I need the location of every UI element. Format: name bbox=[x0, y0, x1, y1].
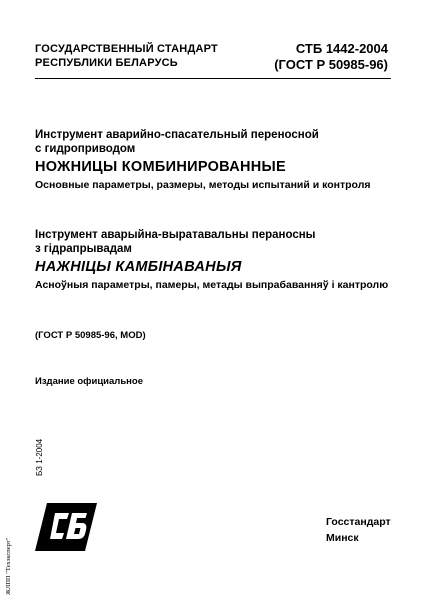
edition-label: Издание официальное bbox=[35, 376, 143, 387]
ru-title-block bbox=[35, 128, 371, 192]
by-line1: Інструмент аварыйна-выратавальны пераносны bbox=[35, 229, 316, 241]
ru-subtitle: Основные параметры, размеры, методы испытаний и контроля bbox=[35, 179, 371, 191]
margin-note: ЖЛПП "Техэксперт" bbox=[5, 537, 12, 595]
publisher-city: Минск bbox=[326, 532, 359, 544]
gosstandart-logo-icon bbox=[35, 503, 97, 551]
ru-title: НОЖНИЦЫ КОМБИНИРОВАННЫЕ bbox=[35, 159, 287, 175]
by-line2: з гідрапрывадам bbox=[35, 243, 132, 255]
header-left-line2: РЕСПУБЛИКИ БЕЛАРУСЬ bbox=[35, 57, 178, 69]
gost-reference: (ГОСТ Р 50985-96, MOD) bbox=[35, 330, 146, 341]
header-left-line1: ГОСУДАРСТВЕННЫЙ СТАНДАРТ bbox=[35, 43, 218, 55]
ru-line2: с гидроприводом bbox=[35, 143, 136, 155]
header-rule bbox=[35, 78, 391, 79]
publisher-name: Госстандарт bbox=[326, 516, 391, 528]
by-title: НАЖНІЦЫ КАМБІНАВАНЫЯ bbox=[35, 259, 242, 275]
ru-line1: Инструмент аварийно-спасательный переносной bbox=[35, 129, 319, 141]
gost-number: (ГОСТ Р 50985-96) bbox=[274, 57, 388, 72]
side-code: БЗ 1-2004 bbox=[35, 438, 44, 476]
header-right bbox=[274, 41, 388, 73]
standard-number: СТБ 1442-2004 bbox=[295, 41, 388, 56]
header-left bbox=[35, 42, 218, 70]
by-subtitle: Асноўныя параметры, памеры, метады выпрабаванняў і кантролю bbox=[35, 279, 389, 291]
by-title-block bbox=[35, 228, 388, 292]
